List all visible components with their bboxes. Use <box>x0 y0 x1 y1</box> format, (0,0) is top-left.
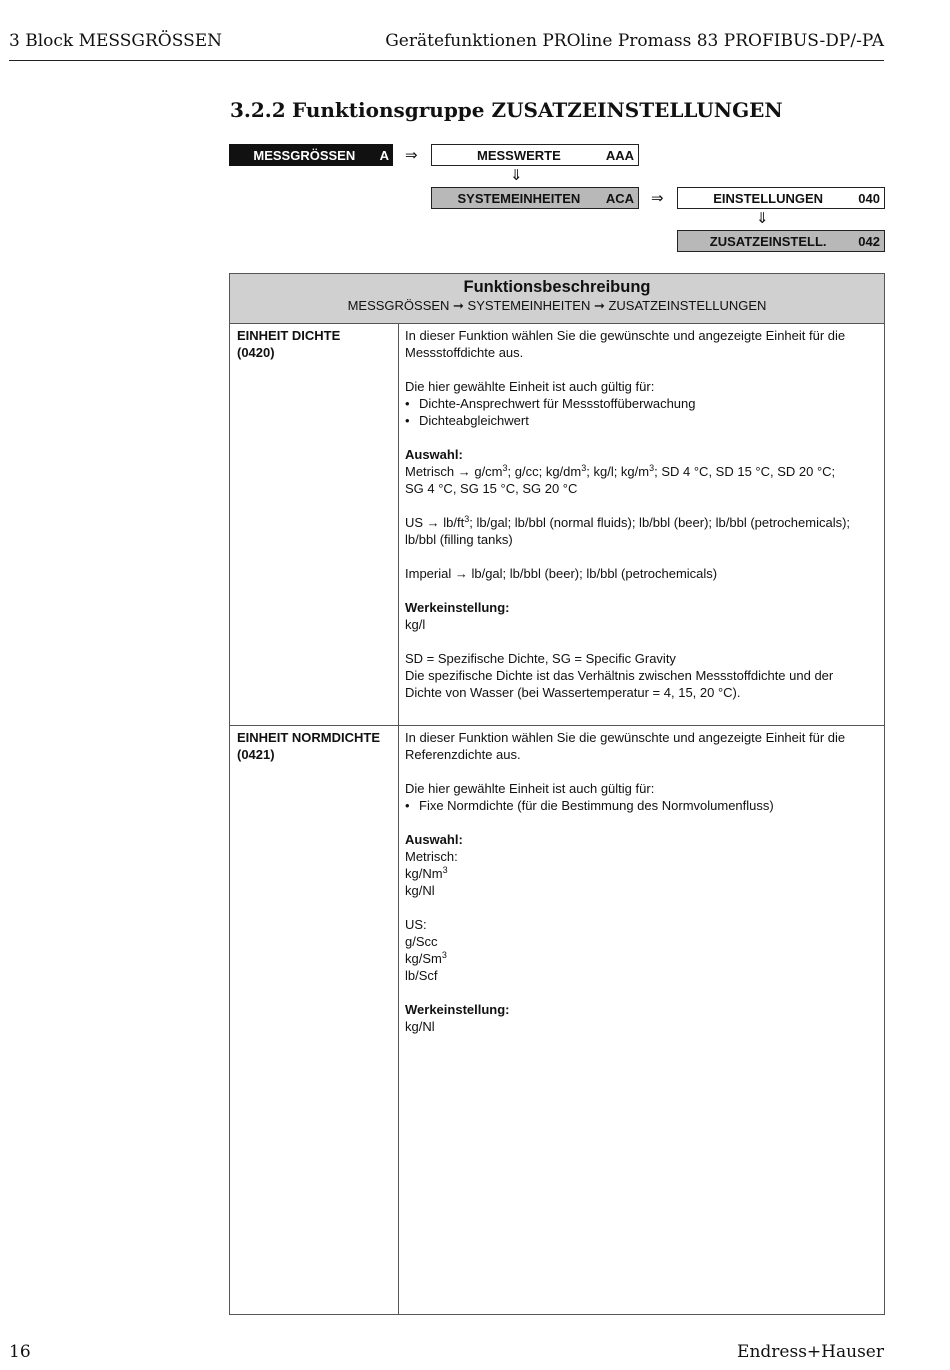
function-table <box>229 273 885 1315</box>
option-us: US → $lb/ft^3$; lb/gal; lb/bbl (normal fluids); lb/bbl (beer); lb/bbl (petrochemicals); <box>405 514 851 530</box>
nav-box-messwerte <box>431 144 639 166</box>
function-code: (0420) <box>237 345 275 360</box>
section-title-text: Funktionsgruppe ZUSATZEINSTELLUNGEN <box>292 98 783 122</box>
table-path: MESSGRÖSSEN ➞ SYSTEMEINHEITEN ➞ ZUSATZEINSTELLUNGEN <box>347 298 767 313</box>
description-text: In dieser Funktion wählen Sie die gewünschte und angezeigte Einheit für die <box>405 328 846 343</box>
section-number: 3.2.2 <box>230 98 286 122</box>
function-code: (0421) <box>237 747 275 762</box>
default-value: kg/Nl <box>405 1019 435 1034</box>
arrow-down-icon: ⇓ <box>756 210 769 227</box>
list-item: • Dichteabgleichwert <box>405 412 881 429</box>
description-text: Die hier gewählte Einheit ist auch gültig für: <box>405 379 655 394</box>
header-document-title: Gerätefunktionen PROline Promass 83 PROFIBUS-DP/-PA <box>385 31 884 51</box>
default-heading: Werkeinstellung: <box>405 1002 510 1017</box>
nav-box-systemeinheiten <box>431 187 639 209</box>
arrow-right-icon: ⇒ <box>651 190 664 207</box>
section-title <box>230 98 783 122</box>
description-text: Messstoffdichte aus. <box>405 345 524 360</box>
column-divider <box>398 324 399 1314</box>
note-text: Die spezifische Dichte ist das Verhältnis zwischen Messstoffdichte und der <box>405 668 834 683</box>
option-metric: Metrisch → $g/cm^3$; g/cc; $kg/dm^3$; kg/l; $kg/m^3$; SD 4 °C, SD 15 °C, SD 20 °C; <box>405 463 836 479</box>
nav-box-messgroessen <box>229 144 393 166</box>
default-heading: Werkeinstellung: <box>405 600 510 615</box>
header-rule <box>9 60 884 61</box>
option-group-label: Metrisch: <box>405 849 458 864</box>
nav-box-label: MESSWERTE <box>477 147 561 163</box>
nav-box-label: ZUSATZEINSTELL. <box>709 233 827 249</box>
nav-box-code: ACA <box>605 190 634 206</box>
nav-box-label: MESSGRÖSSEN <box>253 147 356 163</box>
option-item: g/Scc <box>405 934 438 949</box>
table-header <box>230 274 884 324</box>
option-metric-cont: SG 4 °C, SG 15 °C, SG 20 °C <box>405 481 578 496</box>
option-item: kg/Sm$^3$ <box>405 950 447 966</box>
option-heading: Auswahl: <box>405 447 463 462</box>
table-row-function-name <box>237 327 397 361</box>
default-value: kg/l <box>405 617 426 632</box>
nav-box-code: 042 <box>858 233 880 249</box>
option-us-cont: lb/bbl (filling tanks) <box>405 532 513 547</box>
nav-box-label: SYSTEMEINHEITEN <box>457 190 581 206</box>
nav-box-zusatzeinstell <box>677 230 885 252</box>
option-item: kg/Nl <box>405 883 435 898</box>
function-name: EINHEIT NORMDICHTE <box>237 730 380 745</box>
nav-box-einstellungen <box>677 187 885 209</box>
page-number: 16 <box>9 1342 31 1362</box>
nav-box-code: 040 <box>858 190 880 206</box>
nav-box-code: A <box>379 147 389 163</box>
description-text: In dieser Funktion wählen Sie die gewünschte und angezeigte Einheit für die <box>405 730 846 745</box>
table-row-description <box>405 729 881 1035</box>
brand-logo: Endress+Hauser <box>737 1342 884 1362</box>
option-imperial: Imperial → lb/gal; lb/bbl (beer); lb/bbl (petrochemicals) <box>405 566 718 581</box>
note-text: SD = Spezifische Dichte, SG = Specific Gravity <box>405 651 676 666</box>
description-text: Referenzdichte aus. <box>405 747 521 762</box>
option-heading: Auswahl: <box>405 832 463 847</box>
function-name: EINHEIT DICHTE <box>237 328 341 343</box>
table-row-function-name <box>237 729 397 763</box>
arrow-down-icon: ⇓ <box>510 167 523 184</box>
option-item: kg/Nm$^3$ <box>405 865 448 881</box>
header-chapter: 3 Block MESSGRÖSSEN <box>9 31 223 51</box>
option-group-label: US: <box>405 917 427 932</box>
table-row-description <box>405 327 881 701</box>
note-text: Dichte von Wasser (bei Wassertemperatur = 4, 15, 20 °C). <box>405 685 741 700</box>
table-title: Funktionsbeschreibung <box>463 278 651 296</box>
arrow-right-icon: ⇒ <box>405 147 418 164</box>
list-item: • Fixe Normdichte (für die Bestimmung des Normvolumenfluss) <box>405 797 881 814</box>
nav-box-label: EINSTELLUNGEN <box>713 190 824 206</box>
nav-box-code: AAA <box>605 147 634 163</box>
list-item: • Dichte-Ansprechwert für Messstoffüberwachung <box>405 395 881 412</box>
option-item: lb/Scf <box>405 968 438 983</box>
description-text: Die hier gewählte Einheit ist auch gültig für: <box>405 781 655 796</box>
row-divider <box>230 725 884 726</box>
